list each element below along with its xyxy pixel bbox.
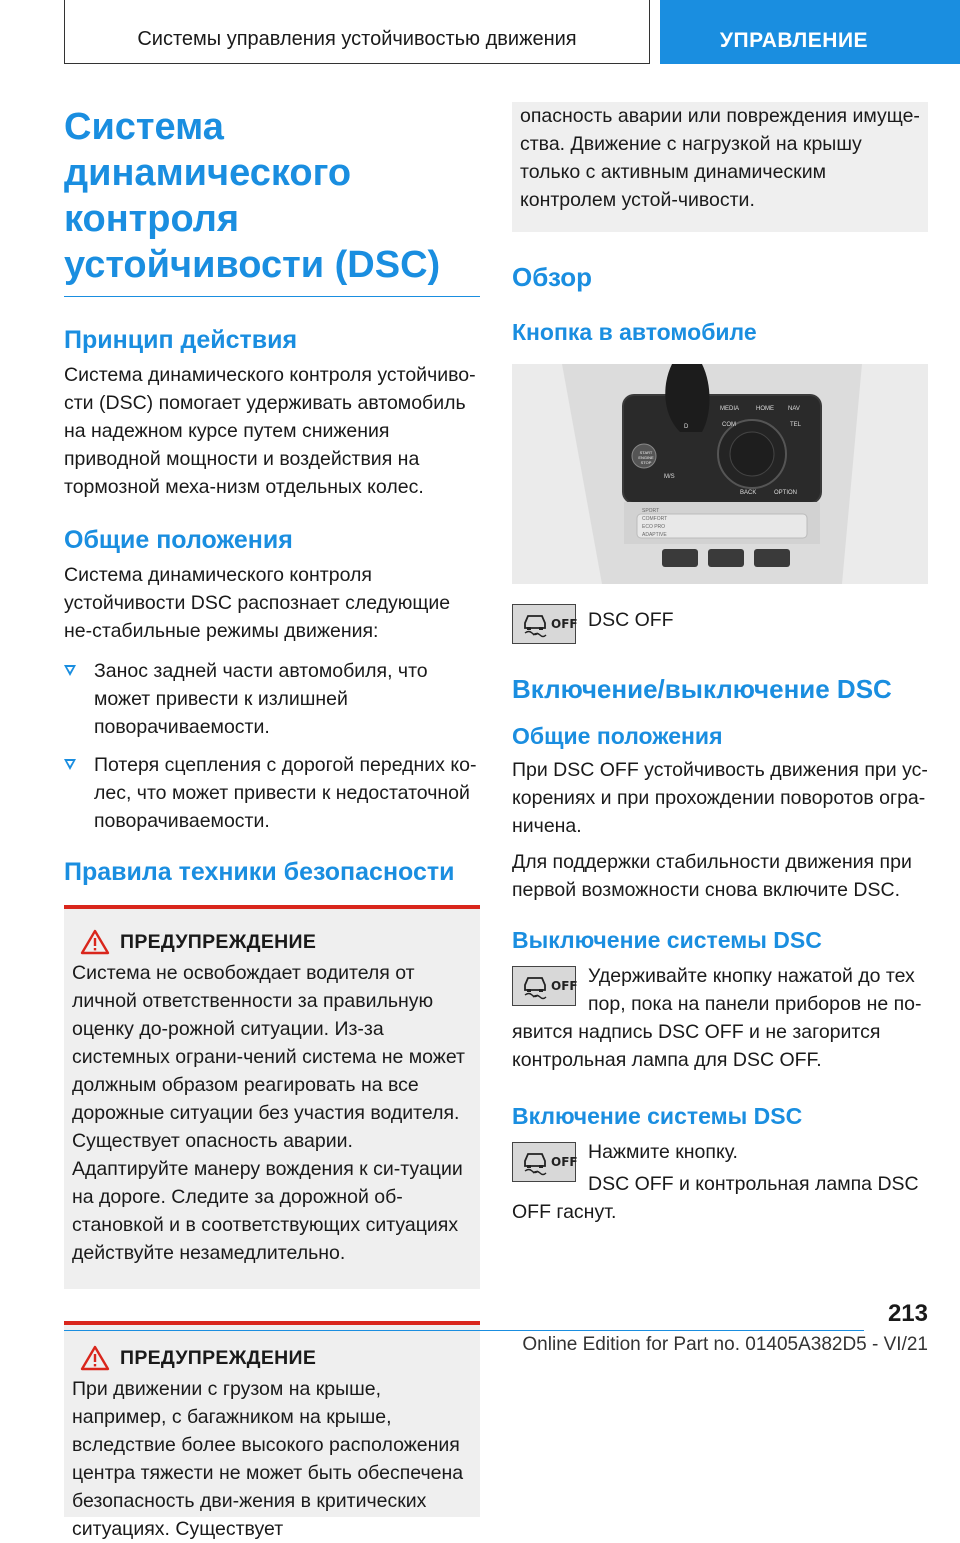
dsc-off-icon [520, 1149, 550, 1175]
console-adaptive-label: ADAPTIVE [642, 532, 667, 538]
console-gear-label: M/S [664, 474, 675, 480]
general-text-2: Для поддержки стабильности движения при первой возможности снова включите DSC. [512, 851, 912, 901]
header-section-box [64, 0, 650, 64]
warning-continued-box [512, 102, 928, 232]
dsc-off-instructions [512, 962, 928, 1074]
bullet-triangle-icon [64, 759, 76, 770]
dsc-off-text: OFF [551, 979, 578, 993]
console-back-label: BACK [740, 490, 757, 496]
left-column [64, 104, 480, 1540]
console-comfort-label: COMFORT [642, 516, 668, 522]
general-text: Система динамического контроля устойчивости DSC распознает следующие не-стабильные режимы движения: [64, 564, 451, 642]
dsc-off-text: OFF [551, 617, 578, 631]
general-heading-right: Общие положения [512, 723, 723, 749]
title-divider [64, 296, 480, 297]
principle-heading: Принцип действия [64, 326, 298, 354]
dsc-off-icon [520, 973, 550, 999]
onoff-heading: Включение/выключение DSC [512, 674, 892, 704]
button-caption: DSC OFF [588, 609, 674, 631]
general-heading: Общие положения [64, 526, 293, 554]
console-com-label: COM [722, 422, 736, 428]
console-sport-label: SPORT [642, 508, 660, 514]
dsc-on-heading: Включение системы DSC [512, 1103, 803, 1129]
list-item: Потеря сцепления с дорогой передних ко-лес, что может привести к недостаточной поворачиваемости. [64, 751, 480, 835]
overview-heading: Обзор [512, 262, 592, 292]
button-caption-row [512, 604, 928, 644]
dsc-off-button[interactable] [512, 966, 576, 1006]
warning-triangle-icon [80, 929, 110, 955]
warning-box-1 [64, 905, 480, 1289]
console-gear-d-label: D [684, 424, 689, 430]
warning-label: ПРЕДУПРЕЖДЕНИЕ [120, 930, 317, 953]
console-media-label: MEDIA [720, 406, 740, 412]
warning-continued-text: опасность аварии или повреждения имуще-ства. Движение с нагрузкой на крышу только с активным динамическим контролем устой-чивости. [520, 105, 920, 211]
warning-text: Система не освобождает водителя от личной ответственности за правильную оценку до-рожной ситуации. Из-за системных ограни-чений система не может должным образом реагировать на все дорожные ситуации без участия водителя. Существует опасность аварии. Адаптируйте манеру вождения к си-туации на дороге. Следите за дорожной об-становкой и в соответствующих ситуациях действуйте незамедлительно. [72, 962, 465, 1264]
console-option-label: OPTION [774, 490, 798, 496]
header-chapter-label: УПРАВЛЕНИЕ [719, 29, 869, 52]
bullet-triangle-icon [64, 665, 76, 676]
list-item: Занос задней части автомобиля, что может привести к излишней поворачиваемости. [64, 657, 480, 741]
dsc-off-text: OFF [551, 1155, 578, 1169]
dsc-off-heading: Выключение системы DSC [512, 927, 822, 953]
general-text-1: При DSC OFF устойчивость движения при ус-корениях и при прохождении поворотов огра-ничена. [512, 759, 928, 837]
header-chapter-tab[interactable] [660, 0, 960, 64]
center-console-image [512, 364, 928, 584]
dsc-off-button[interactable] [512, 1142, 576, 1182]
footer-divider [64, 1330, 864, 1331]
console-home-label: HOME [756, 406, 774, 412]
console-eco-label: ECO PRO [642, 524, 666, 530]
dsc-on-text-2: DSC OFF и контрольная лампа DSC OFF гаснут. [512, 1173, 919, 1223]
header-section-title: Системы управления устойчивостью движения [137, 28, 577, 50]
principle-text: Система динамического контроля устойчиво-сти (DSC) помогает удерживать автомобиль на надежном курсе путем снижения приводной мощности и воздействия на тормозной меха-низм отдельных колес. [64, 364, 476, 498]
safety-heading: Правила техники безопасности [64, 858, 455, 886]
right-column [512, 102, 928, 1226]
console-tel-label: TEL [790, 422, 802, 428]
warning-text: При движении с грузом на крыше, например, с багажником на крыше, вследствие более высокого расположения центра тяжести не может быть обеспечена безопасность дви-жения в критических ситуациях. Существует [72, 1378, 464, 1540]
dsc-on-instructions [512, 1138, 928, 1226]
console-start-label: START ENGINE STOP [638, 450, 654, 465]
mode-list [64, 657, 480, 835]
button-heading: Кнопка в автомобиле [512, 319, 757, 345]
dsc-off-button[interactable] [512, 604, 576, 644]
footer-edition: Online Edition for Part no. 01405A382D5 - VI/21 [522, 1334, 928, 1355]
dsc-off-icon [520, 611, 550, 637]
dsc-on-text-1: Нажмите кнопку. [588, 1141, 738, 1163]
page-title: Система динамического контроля устойчивости (DSC) [64, 106, 441, 286]
dsc-off-text-block: Удерживайте кнопку нажатой до тех пор, пока на панели приборов не по-явится надпись DSC OFF и не загорится контрольная лампа для DSC OFF. [512, 965, 922, 1071]
console-nav-label: NAV [788, 406, 800, 412]
page-number: 213 [887, 1300, 928, 1327]
warning-label: ПРЕДУПРЕЖДЕНИЕ [120, 1346, 317, 1369]
